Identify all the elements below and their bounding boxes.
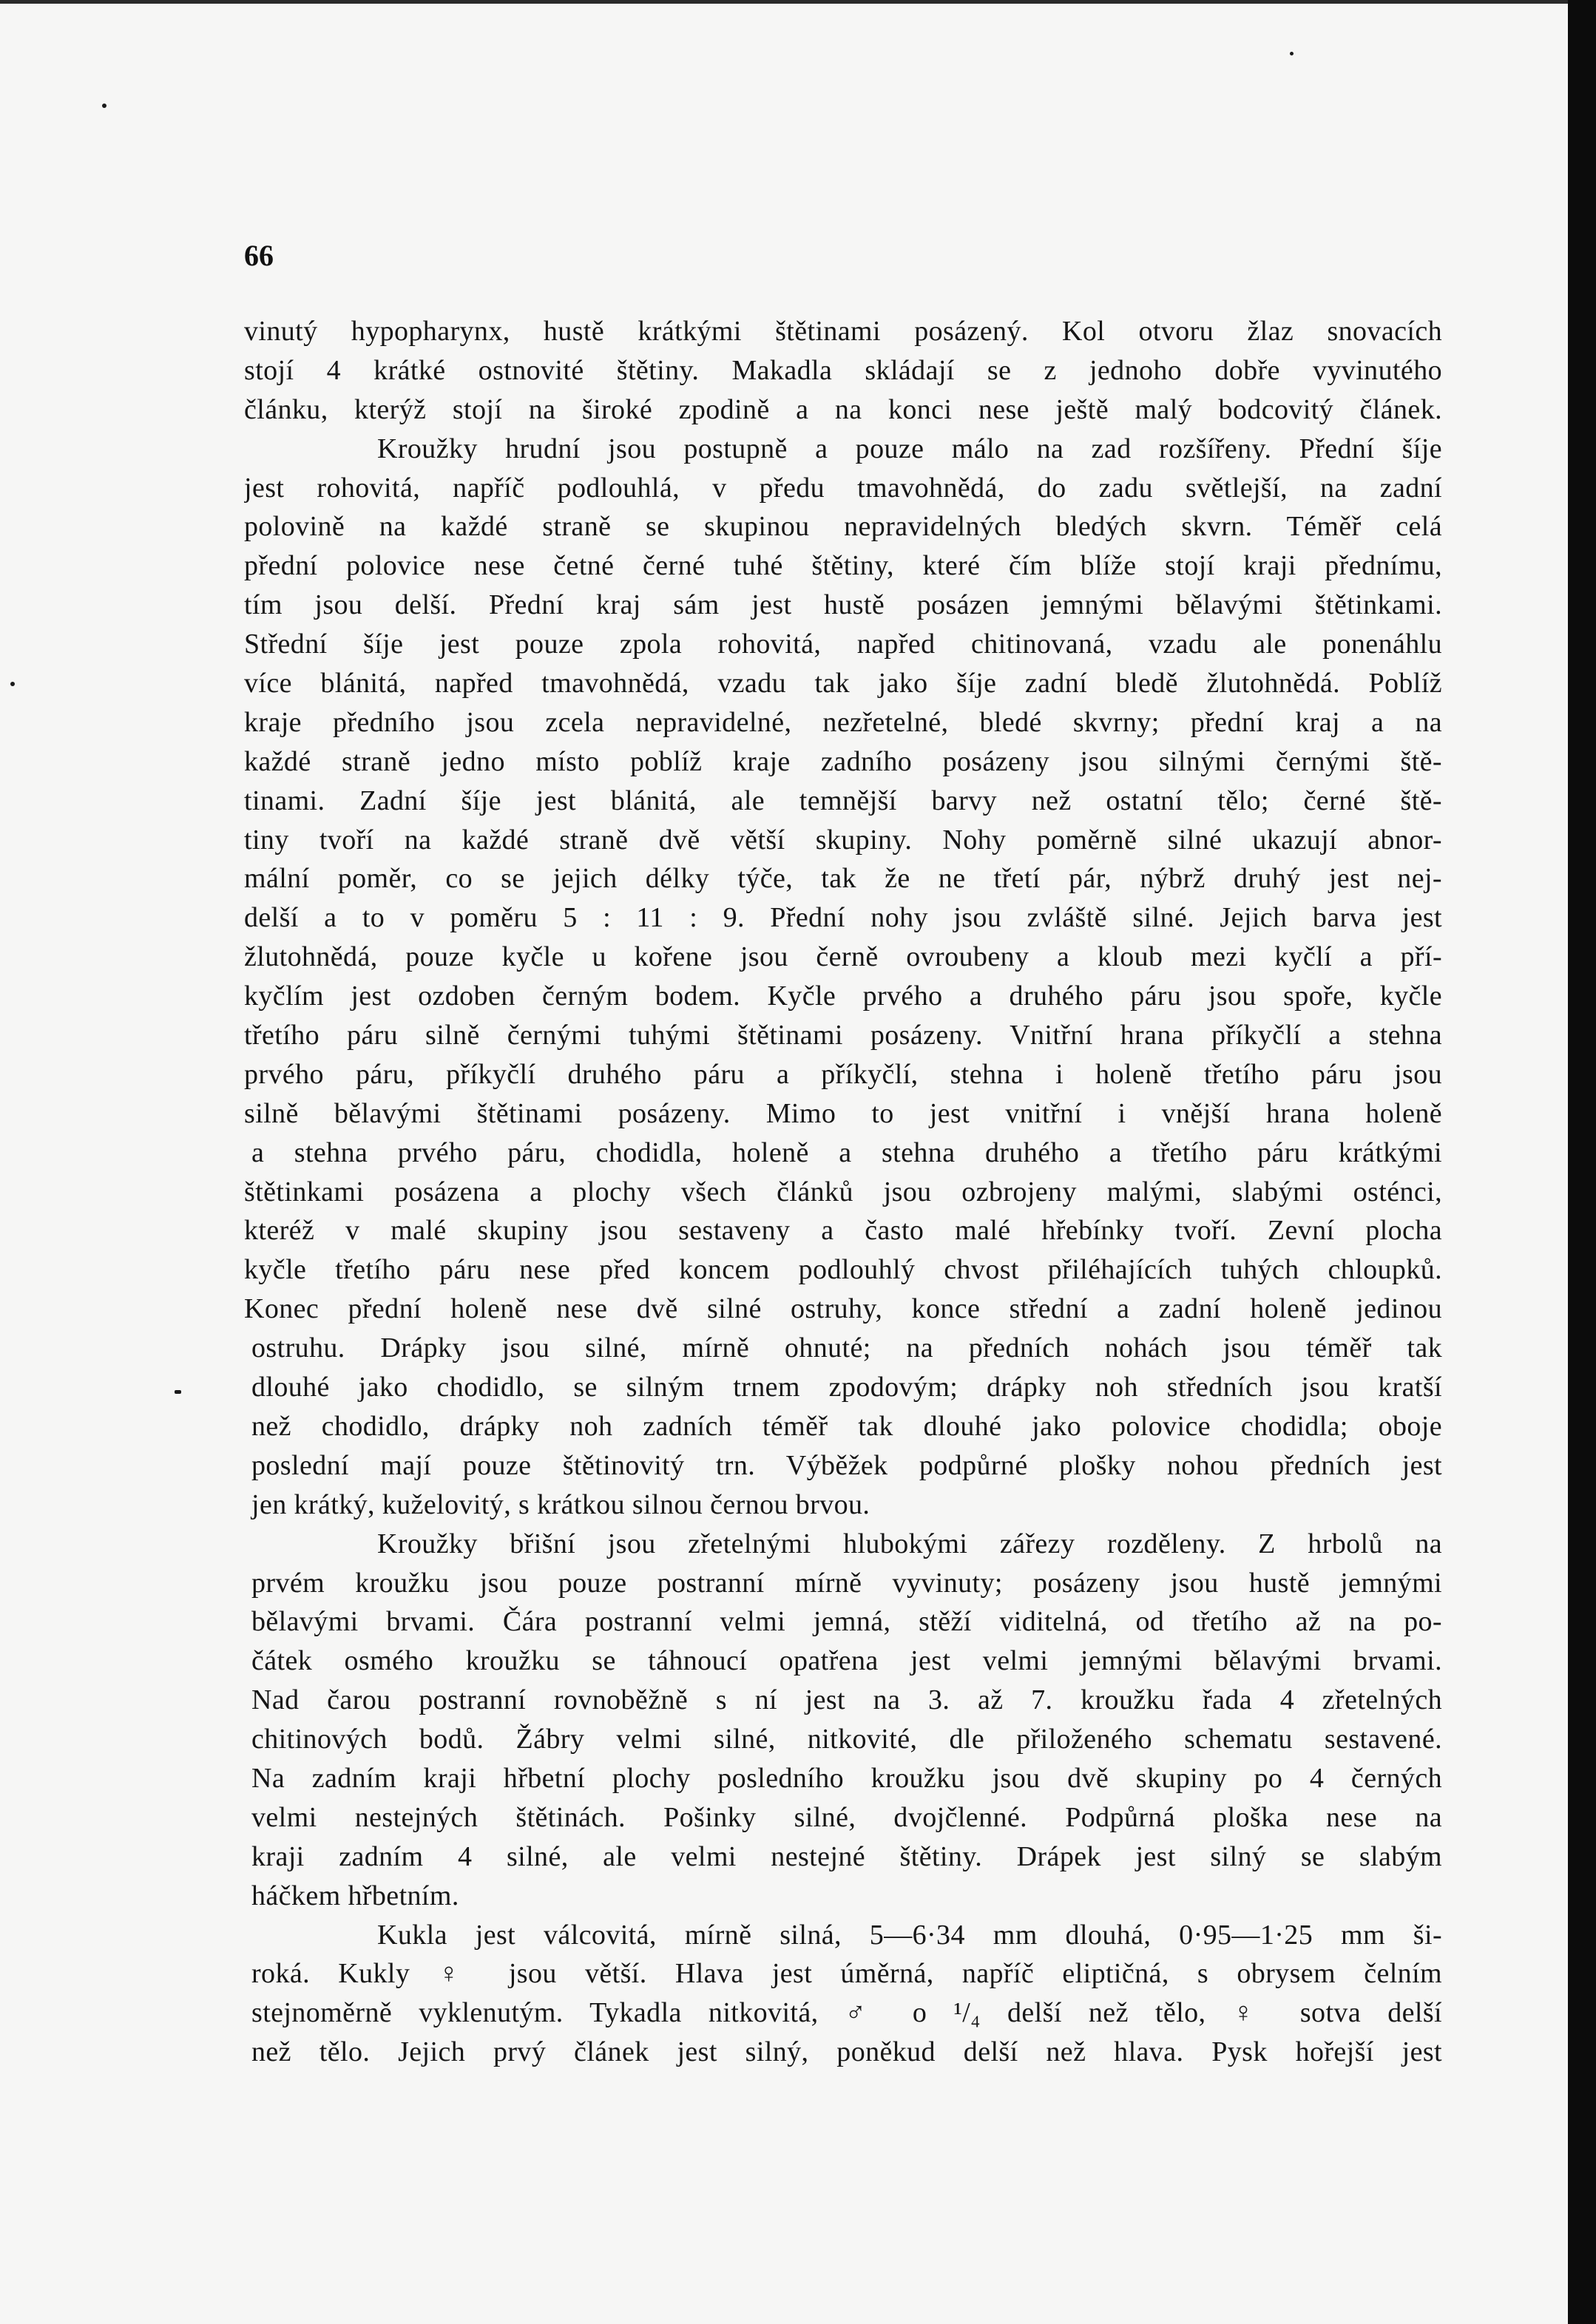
text-line: velmi nestejných štětinách. Pošinky silné, dvojčlenné. Podpůrná ploška nese na <box>251 1801 1442 1833</box>
text-line: Kroužky břišní jsou zřetelnými hlubokými zářezy rozděleny. Z hrbolů na <box>377 1528 1442 1559</box>
text-line: kyčle třetího páru nese před koncem podlouhlý chvost přiléhajících tuhých chloupků. <box>244 1254 1442 1286</box>
text-line: prvém kroužku jsou pouze postranní mírně vyvinuty; posázeny jsou hustě jemnými <box>251 1567 1442 1599</box>
text-line: vinutý hypopharynx, hustě krátkými štětinami posázený. Kol otvoru žlaz snovacích <box>244 316 1442 347</box>
text-line: chitinových bodů. Žábry velmi silné, nitkovité, dle přiloženého schematu sestavené. <box>251 1724 1442 1755</box>
scan-speck <box>10 682 15 686</box>
top-scan-edge <box>0 0 1568 4</box>
text-line: stejnoměrně vyklenutým. Tykadla nitkovitá, ♂ o ¹/₄ delší než tělo, ♀ sotva delší <box>251 1997 1442 2029</box>
text-line: háčkem hřbetním. <box>251 1880 459 1911</box>
text-line: mální poměr, co se jejich délky týče, tak že ne třetí pár, nýbrž druhý jest nej- <box>244 863 1442 895</box>
text-line: tiny tvoří na každé straně dvě větší skupiny. Nohy poměrně silné ukazují abnor- <box>244 824 1442 856</box>
scan-speck <box>1290 52 1294 55</box>
text-line: než chodidlo, drápky noh zadních téměř tak dlouhé jako polovice chodidla; oboje <box>251 1410 1442 1442</box>
text-line: bělavými brvami. Čára postranní velmi jemná, stěží viditelná, od třetího až na po- <box>251 1606 1442 1638</box>
text-line: stojí 4 krátké ostnovité štětiny. Makadla skládají se z jednoho dobře vyvinutého <box>244 354 1442 386</box>
text-line: žlutohnědá, pouze kyčle u kořene jsou černě ovroubeny a kloub mezi kyčlí a pří- <box>244 941 1442 973</box>
scan-speck <box>102 104 106 108</box>
text-line: Konec přední holeně nese dvě silné ostruhy, konce střední a zadní holeně jedinou <box>244 1293 1442 1325</box>
scan-speck <box>175 1390 181 1394</box>
text-line: tím jsou delší. Přední kraj sám jest hustě posázen jemnými bělavými štětinkami. <box>244 589 1442 621</box>
text-line: prvého páru, příkyčlí druhého páru a příkyčlí, stehna i holeně třetího páru jsou <box>244 1058 1442 1090</box>
text-line: přední polovice nese četné černé tuhé štětiny, které čím blíže stojí kraji přednímu, <box>244 550 1442 582</box>
body-text <box>244 312 1442 2072</box>
right-scan-edge <box>1568 0 1596 2324</box>
text-line: a stehna prvého páru, chodidla, holeně a stehna druhého a třetího páru krátkými <box>251 1136 1442 1168</box>
text-line: než tělo. Jejich prvý článek jest silný, poněkud delší než hlava. Pysk hořejší jest <box>251 2036 1442 2068</box>
text-line: roká. Kukly ♀ jsou větší. Hlava jest úměrná, napříč eliptičná, s obrysem čelním <box>251 1958 1442 1990</box>
text-line: Na zadním kraji hřbetní plochy posledního kroužku jsou dvě skupiny po 4 černých <box>251 1762 1442 1794</box>
text-line: poslední mají pouze štětinovitý trn. Výběžek podpůrné plošky nohou předních jest <box>251 1449 1442 1481</box>
page-number: 66 <box>244 239 274 272</box>
text-line: kraje předního jsou zcela nepravidelné, nezřetelné, bledé skvrny; přední kraj a na <box>244 706 1442 738</box>
text-line: ostruhu. Drápky jsou silné, mírně ohnuté; na předních nohách jsou téměř tak <box>251 1332 1442 1364</box>
text-line: štětinkami posázena a plochy všech článků jsou ozbrojeny malými, slabými osténci, <box>244 1176 1442 1207</box>
text-line: kteréž v malé skupiny jsou sestaveny a často malé hřebínky tvoří. Zevní plocha <box>244 1215 1442 1247</box>
text-line: silně bělavými štětinami posázeny. Mimo to jest vnitřní i vnější hrana holeně <box>244 1097 1442 1129</box>
text-line: tinami. Zadní šíje jest blánitá, ale temnější barvy než ostatní tělo; černé ště- <box>244 785 1442 816</box>
text-line: jest rohovitá, napříč podlouhlá, v předu tmavohnědá, do zadu světlejší, na zadní <box>244 472 1442 504</box>
text-line: čátek osmého kroužku se táhnoucí opatřena jest velmi jemnými bělavými brvami. <box>251 1645 1442 1677</box>
text-line: článku, kterýž stojí na široké zpodině a na konci nese ještě malý bodcovitý článek. <box>244 393 1442 425</box>
text-line: každé straně jedno místo poblíž kraje zadního posázeny jsou silnými černými ště- <box>244 745 1442 777</box>
text-line: jen krátký, kuželovitý, s krátkou silnou černou brvou. <box>251 1488 870 1520</box>
text-line: více blánitá, napřed tmavohnědá, vzadu tak jako šíje zadní bledě žlutohnědá. Poblíž <box>244 668 1442 699</box>
text-line: delší a to v poměru 5 : 11 : 9. Přední nohy jsou zvláště silné. Jejich barva jest <box>244 902 1442 934</box>
text-line: dlouhé jako chodidlo, se silným trnem zpodovým; drápky noh středních jsou kratší <box>251 1372 1442 1403</box>
text-line: třetího páru silně černými tuhými štětinami posázeny. Vnitřní hrana příkyčlí a stehna <box>244 1020 1442 1051</box>
text-line: kyčlím jest ozdoben černým bodem. Kyčle prvého a druhého páru jsou spoře, kyčle <box>244 980 1442 1012</box>
text-line: polovině na každé straně se skupinou nepravidelných bledých skvrn. Téměř celá <box>244 511 1442 543</box>
text-line: Střední šíje jest pouze zpola rohovitá, napřed chitinovaná, vzadu ale ponenáhlu <box>244 629 1442 660</box>
text-line: Kroužky hrudní jsou postupně a pouze málo na zad rozšířeny. Přední šíje <box>377 433 1442 464</box>
text-line: kraji zadním 4 silné, ale velmi nestejné štětiny. Drápek jest silný se slabým <box>251 1840 1442 1872</box>
text-line: Nad čarou postranní rovnoběžně s ní jest na 3. až 7. kroužku řada 4 zřetelných <box>251 1684 1442 1716</box>
text-line: Kukla jest válcovitá, mírně silná, 5—6·34 mm dlouhá, 0·95—1·25 mm ši- <box>377 1919 1442 1951</box>
